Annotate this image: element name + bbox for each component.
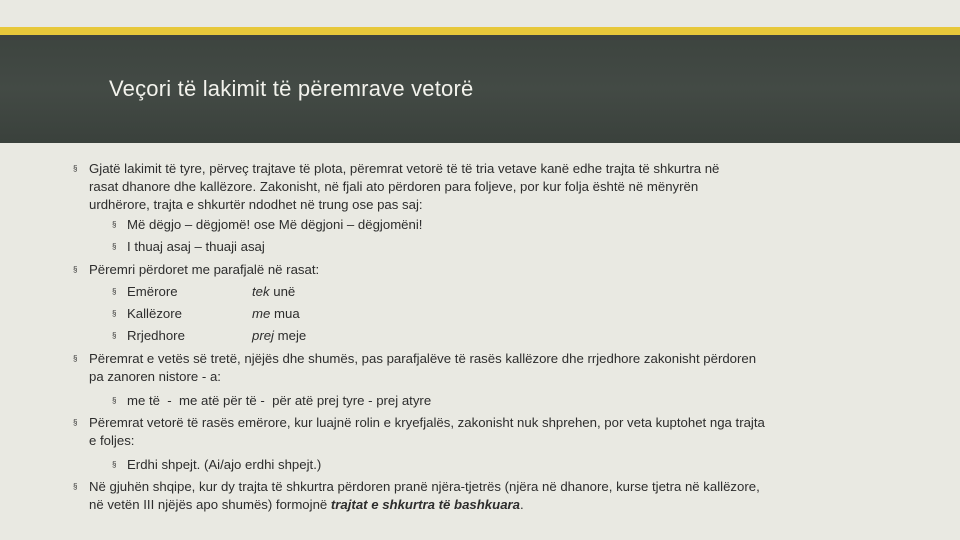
case-preposition: me [252, 306, 271, 321]
sub-bullet-3-1 [112, 392, 432, 410]
case-name: Emërore [127, 284, 178, 299]
bullet-icon: § [112, 287, 117, 296]
bullet-5-end: . [520, 497, 524, 512]
bullet-5-line-2 [89, 496, 889, 514]
bullet-4 [73, 414, 889, 450]
sub-bullet-text: I thuaj asaj – thuaji asaj [127, 239, 265, 254]
bullet-icon: § [112, 309, 117, 318]
case-row-kallezore [112, 305, 427, 323]
case-preposition: tek [252, 284, 270, 299]
bullet-icon: § [112, 242, 117, 251]
sub-bullet-4-1 [112, 456, 322, 474]
sub-bullet-text: me të - me atë për të - për atë prej tyre - prej atyre [127, 393, 432, 408]
bullet-1-line-3: urdhërore, trajta e shkurtër ndodhet në trung ose pas saj: [89, 197, 423, 212]
case-pronoun: meje [277, 328, 307, 343]
bullet-3-line-2: pa zanoren nistore - a: [89, 369, 221, 384]
sub-bullet-text: Më dëgjo – dëgjomë! ose Më dëgjoni – dëgjomëni! [127, 217, 423, 232]
bullet-icon: § [112, 331, 117, 340]
sub-bullet-text: Erdhi shpejt. (Ai/ajo erdhi shpejt.) [127, 457, 322, 472]
bullet-icon: § [73, 418, 78, 427]
case-pronoun: unë [273, 284, 296, 299]
emphasis-term: trajtat e shkurtra të bashkuara [330, 497, 521, 512]
bullet-5 [73, 478, 889, 514]
bullet-icon: § [112, 396, 117, 405]
bullet-5-line-2-text: në vetën III njëjës apo shumës) formojnë [89, 497, 331, 512]
case-name: Rrjedhore [127, 328, 185, 343]
case-pronoun: mua [274, 306, 300, 321]
bullet-1-line-2: rasat dhanore dhe kallëzore. Zakonisht, në fjali ato përdoren para foljeve, por kur folja është në mënyrën [89, 179, 699, 194]
slide-title: Veçori të lakimit të përemrave vetorë [109, 76, 474, 101]
bullet-3 [73, 350, 889, 386]
bullet-icon: § [73, 354, 78, 363]
sub-bullet-1-1 [112, 216, 423, 234]
bullet-icon: § [112, 220, 117, 229]
bullet-icon: § [73, 265, 78, 274]
case-row-emerore [112, 283, 427, 301]
case-name: Kallëzore [127, 306, 182, 321]
bullet-3-line-1: Përemrat e vetës së tretë, njëjës dhe shumës, pas parafjalëve të rasës kallëzore dhe rrjedhore zakonisht përdoren [89, 351, 757, 366]
bullet-icon: § [73, 482, 78, 491]
bullet-2-line-1: Përemri përdoret me parafjalë në rasat: [89, 262, 320, 277]
bullet-5-line-1: Në gjuhën shqipe, kur dy trajta të shkurtra përdoren pranë njëra-tjetrës (njëra në dhanore, kurse tjetra në kallëzore, [89, 479, 760, 494]
bullet-4-line-2: e foljes: [89, 433, 135, 448]
bullet-2 [73, 261, 320, 279]
bullet-1-line-1: Gjatë lakimit të tyre, përveç trajtave të plota, përemrat vetorë të të tria vetave kanë edhe trajta të shkurtra në [89, 161, 720, 176]
sub-bullet-1-2 [112, 238, 265, 256]
case-preposition: prej [252, 328, 274, 343]
bullet-4-line-1: Përemrat vetorë të rasës emërore, kur luajnë rolin e kryefjalës, zakonisht nuk shprehen, por veta kuptohet nga trajta [89, 415, 765, 430]
case-row-rrjedhore [112, 327, 427, 345]
bullet-1 [73, 160, 889, 214]
bullet-icon: § [73, 164, 78, 173]
bullet-icon: § [112, 460, 117, 469]
